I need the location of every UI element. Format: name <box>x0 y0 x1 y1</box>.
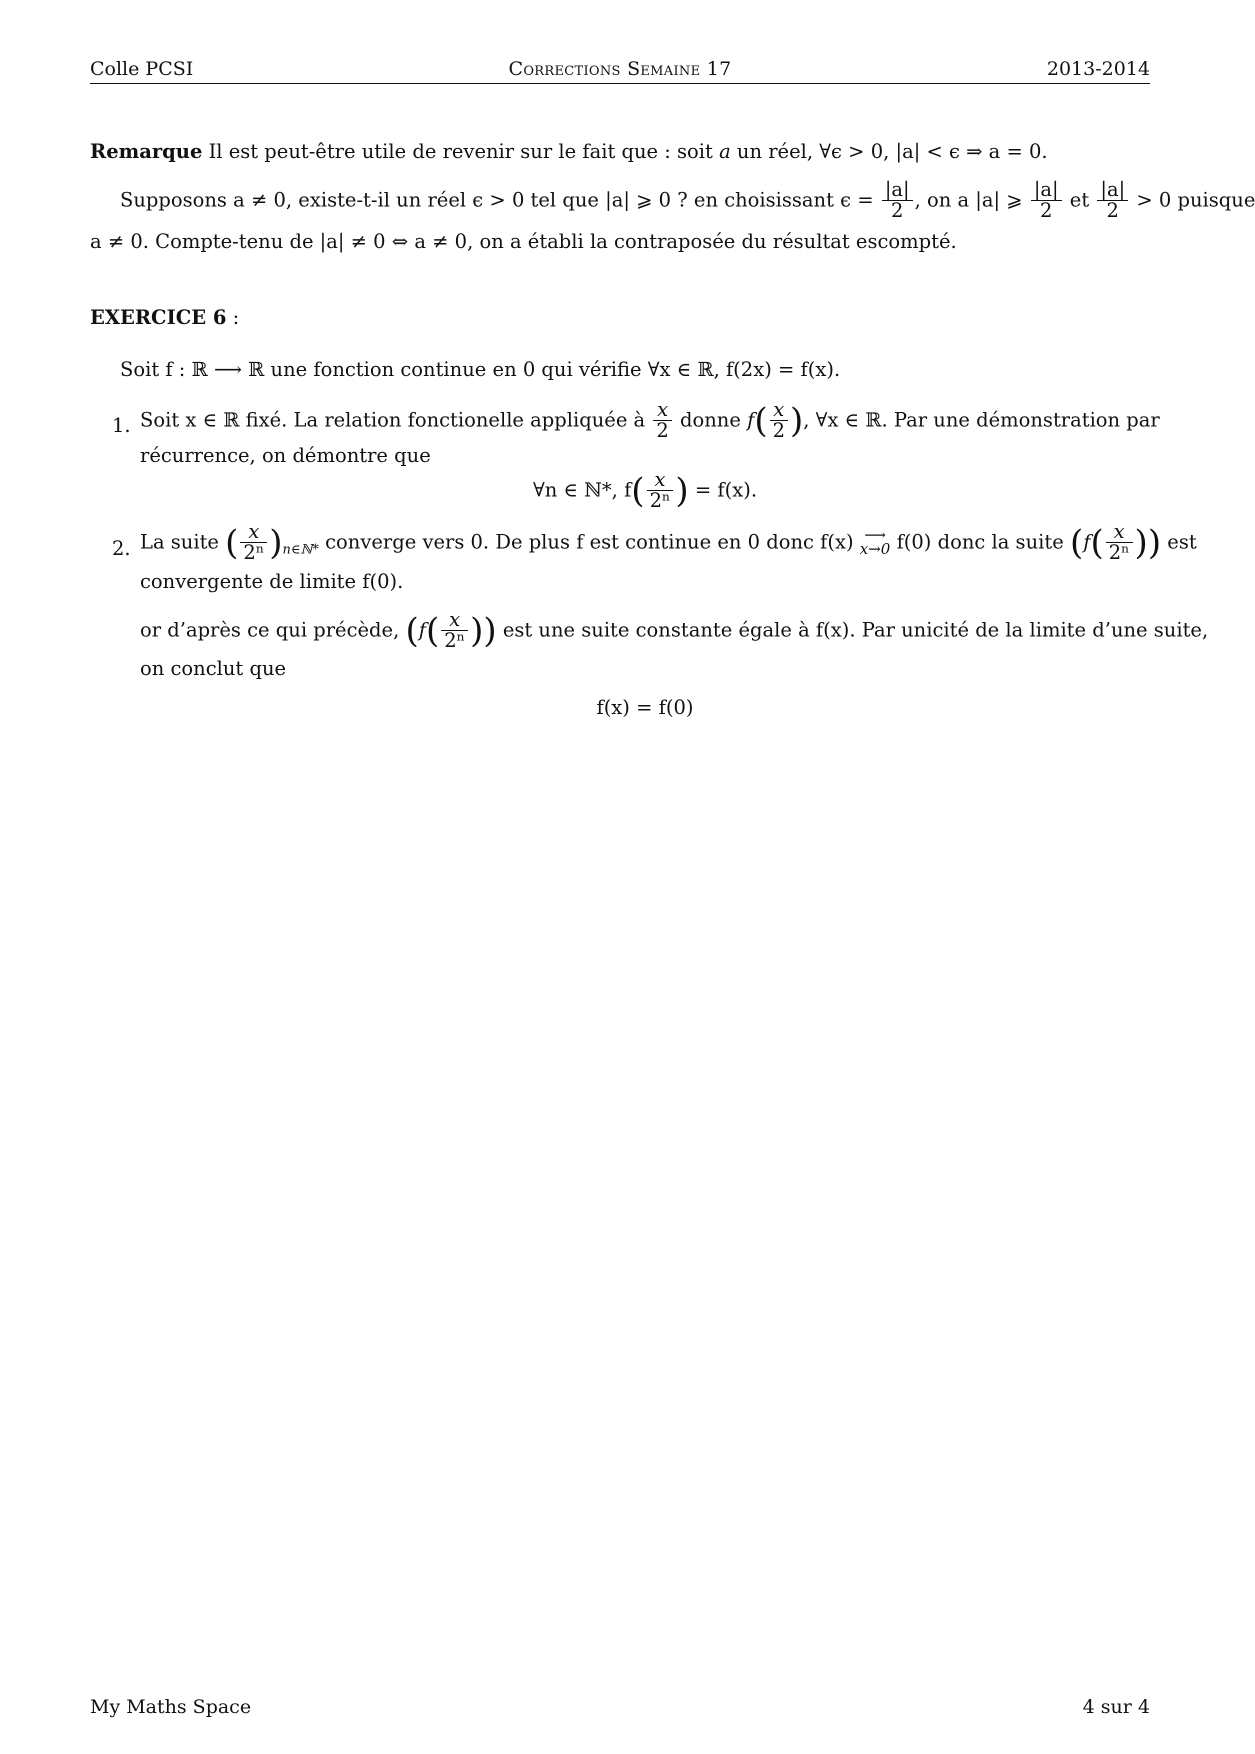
remarque-paragraph <box>90 136 1150 168</box>
sequence-index: n∈ℕ* <box>282 542 319 558</box>
paren-open: ( <box>405 610 419 651</box>
item1-line2: récurrence, on démontre que <box>140 444 431 467</box>
fraction-x-2n <box>1106 522 1133 564</box>
exercise-title: EXERCICE 6 <box>90 306 227 329</box>
paren-open: ( <box>754 400 768 441</box>
fraction-x-half <box>653 400 671 442</box>
paren-open: ( <box>425 610 440 651</box>
arrow-sub: x→0 <box>859 539 891 558</box>
remarque-text2: un réel, <box>736 140 814 163</box>
frac-num: x <box>770 400 788 421</box>
paren-open: ( <box>631 470 645 511</box>
paren-close: ) <box>790 400 804 441</box>
remarque-text: Il est peut-être utile de revenir sur le fait que : soit <box>208 140 713 163</box>
fraction-x-2n <box>240 522 267 564</box>
fraction-abs-a-half-3 <box>1097 180 1128 222</box>
item2-para2-line1 <box>140 608 1209 653</box>
frac-den: 2ⁿ <box>444 629 466 653</box>
frac-den: 2 <box>890 199 904 223</box>
exercise-colon: : <box>232 306 240 329</box>
item1-part2: donne <box>680 408 741 432</box>
fraction-abs-a-half <box>882 180 913 222</box>
paren-close: ) <box>483 610 497 651</box>
frac-den: 2 <box>1106 199 1119 223</box>
frac-num: x <box>653 400 671 421</box>
frac-den: 2 <box>1039 199 1053 223</box>
item2-part1: La suite <box>140 530 219 554</box>
supposons-part4: > 0 puisque <box>1136 188 1255 212</box>
frac-den: 2ⁿ <box>649 489 671 513</box>
conclusion-equation: f(x) = f(0) <box>596 696 694 719</box>
item2-line1 <box>140 520 1197 566</box>
item2-f2: f <box>418 618 426 642</box>
fraction-x-2n <box>441 610 468 652</box>
frac-den: 2 <box>656 419 669 443</box>
paren-open: ( <box>1069 522 1084 563</box>
item2-para2-part1: or d’après ce qui précède, <box>140 618 400 642</box>
item1-line1 <box>140 398 1160 443</box>
paren-close: ) <box>470 610 484 651</box>
paren-close: ) <box>675 470 689 511</box>
item1-display <box>140 470 1150 512</box>
supposons-part3: et <box>1069 188 1090 212</box>
fraction-x-2n <box>647 470 674 512</box>
exercise-heading <box>90 302 239 334</box>
item1-part3: , ∀x ∈ ℝ. Par une démonstration par <box>803 408 1160 432</box>
item1-display-left: ∀n ∈ ℕ*, f <box>532 478 632 502</box>
remarque-var: a <box>719 140 731 163</box>
remarque-title: Remarque <box>90 140 203 163</box>
frac-num: x <box>1106 522 1133 543</box>
frac-den: 2ⁿ <box>1108 541 1130 565</box>
paren-close: ) <box>1134 522 1148 563</box>
paren-close: ) <box>269 522 283 563</box>
item2-para2-line2: on conclut que <box>140 657 287 680</box>
item2-f: f <box>1083 530 1091 554</box>
footer-left: My Maths Space <box>90 1696 252 1718</box>
limit-arrow <box>859 526 891 558</box>
supposons-line2: a ≠ 0. Compte-tenu de |a| ≠ 0 ⇔ a ≠ 0, on a établi la contraposée du résultat escompté. <box>90 230 957 253</box>
arrow-icon: ⟶ <box>864 526 886 545</box>
item2-line2: convergente de limite f(0). <box>140 570 404 593</box>
item1-f: f <box>747 408 755 432</box>
item1-part1: Soit x ∈ ℝ fixé. La relation fonctionelle appliquée à <box>140 408 646 432</box>
supposons-part2: , on a |a| ⩾ <box>914 188 1023 212</box>
paren-close: ) <box>1147 522 1162 563</box>
footer-page-number: 4 sur 4 <box>1082 1696 1150 1718</box>
header-left: Colle PCSI <box>90 58 194 80</box>
supposons-line1 <box>90 178 1255 223</box>
item1-display-right: = f(x). <box>694 478 758 502</box>
fraction-abs-a-half-2 <box>1031 180 1062 222</box>
frac-num: |a| <box>1097 180 1128 201</box>
item2-para2-part2: est une suite constante égale à f(x). Par unicité de la limite d’une suite, <box>502 618 1209 642</box>
fraction-x-half-2 <box>770 400 788 442</box>
header-title: Corrections Semaine 17 <box>508 58 732 80</box>
frac-num: |a| <box>882 180 913 201</box>
frac-num: x <box>441 610 468 631</box>
header-right: 2013-2014 <box>1046 58 1150 80</box>
item2-number: 2. <box>112 537 131 560</box>
frac-num: x <box>647 470 674 491</box>
frac-num: x <box>240 522 267 543</box>
paren-open: ( <box>225 522 239 563</box>
exercise-intro: Soit f : ℝ ⟶ ℝ une fonction continue en 0 qui vérifie ∀x ∈ ℝ, f(2x) = f(x). <box>120 358 841 381</box>
item2-part2: converge vers 0. De plus f est continue en 0 donc f(x) <box>325 530 854 554</box>
frac-den: 2 <box>772 419 786 443</box>
supposons-part1: Supposons a ≠ 0, existe-t-il un réel ϵ > 0 tel que |a| ⩾ 0 ? en choisissant ϵ = <box>120 188 874 212</box>
paren-open: ( <box>1090 522 1104 563</box>
frac-den: 2ⁿ <box>243 541 265 565</box>
item2-part4: est <box>1167 530 1197 554</box>
item2-part3: f(0) donc la suite <box>896 530 1064 554</box>
header-rule <box>90 83 1150 84</box>
frac-num: |a| <box>1031 180 1062 201</box>
remarque-math: ∀ϵ > 0, |a| < ϵ ⇒ a = 0. <box>819 140 1048 163</box>
item1-number: 1. <box>112 414 131 437</box>
